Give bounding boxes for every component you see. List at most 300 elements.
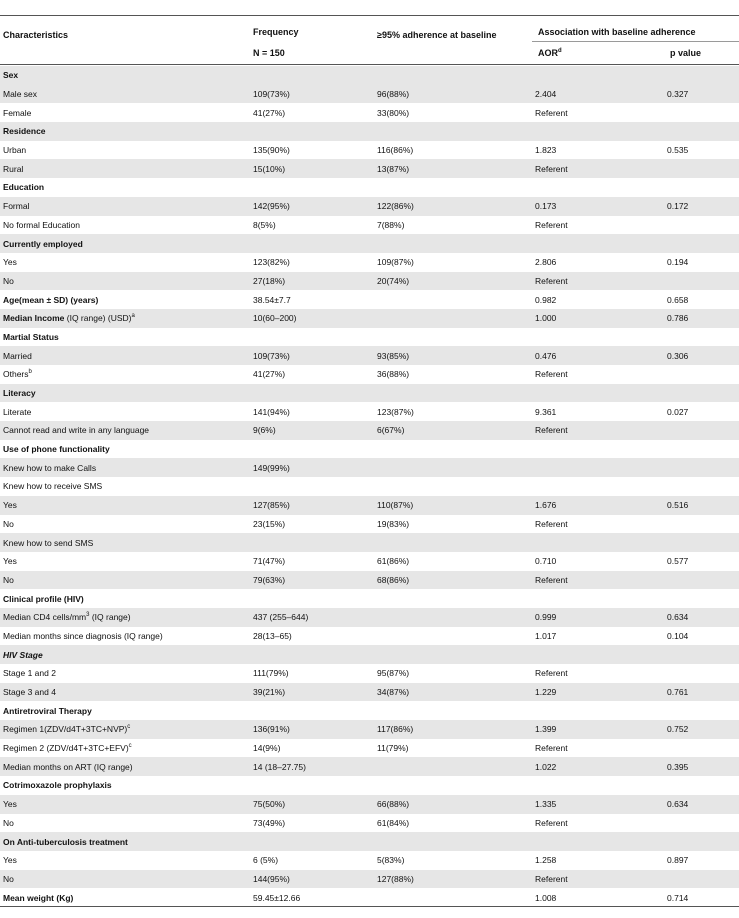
empty-cell (374, 645, 532, 664)
empty-cell (250, 776, 374, 795)
empty-cell (250, 832, 374, 851)
empty-cell (374, 178, 532, 197)
cell-frequency: 9(6%) (250, 421, 374, 440)
characteristic-label: Yes (3, 556, 17, 567)
section-row (0, 178, 739, 197)
cell-aor: 9.361 (535, 406, 557, 417)
cell-characteristic (0, 253, 250, 272)
table-row (0, 683, 739, 702)
cell-pvalue (664, 272, 739, 291)
table-row (0, 365, 739, 384)
section-row (0, 832, 739, 851)
cell-frequency: 41(27%) (253, 107, 286, 118)
empty-cell (664, 328, 739, 347)
table-row (0, 272, 739, 291)
cell-aor: Referent (532, 571, 664, 590)
section-row (0, 234, 739, 253)
cell-aor: Referent (535, 743, 568, 754)
header-association: Association with baseline adherence (538, 27, 696, 37)
characteristic-label: Sex (3, 70, 19, 81)
bottom-rule (0, 906, 739, 907)
empty-cell (250, 440, 374, 459)
cell-pvalue: 0.194 (667, 257, 689, 268)
cell-characteristic (0, 739, 250, 758)
table-row (0, 421, 739, 440)
cell-adherence: 7(88%) (377, 219, 405, 230)
cell-adherence: 6(67%) (374, 421, 532, 440)
footnote-marker: b (28, 369, 32, 376)
table-row (0, 159, 739, 178)
characteristic-suffix: (IQ range) (89, 612, 131, 623)
cell-frequency: 142(95%) (250, 197, 374, 216)
empty-cell (664, 440, 739, 459)
cell-characteristic (0, 290, 250, 309)
cell-adherence (374, 627, 532, 646)
table-row (0, 216, 739, 235)
cell-aor: 1.676 (532, 496, 664, 515)
section-row (0, 645, 739, 664)
characteristic-label: Female (3, 107, 32, 118)
header-adherence: ≥95% adherence at baseline (377, 30, 497, 40)
empty-cell (664, 384, 739, 403)
empty-cell (374, 440, 532, 459)
cell-pvalue (664, 571, 739, 590)
cell-aor (532, 533, 664, 552)
cell-aor: Referent (532, 421, 664, 440)
characteristic-label: Age(mean ± SD) (years) (3, 294, 99, 305)
empty-cell (664, 178, 739, 197)
cell-aor: Referent (535, 668, 568, 679)
cell-pvalue (664, 477, 739, 496)
cell-pvalue (664, 365, 739, 384)
characteristic-label: Knew how to make Calls (3, 462, 97, 473)
section-row (0, 440, 739, 459)
characteristic-label: Knew how to receive SMS (3, 481, 103, 492)
cell-adherence: 33(80%) (377, 107, 410, 118)
characteristic-label: Literate (3, 406, 32, 417)
cell-pvalue (664, 515, 739, 534)
cell-frequency: 109(73%) (250, 346, 374, 365)
characteristic-label: Knew how to send SMS (3, 537, 94, 548)
cell-characteristic (0, 141, 250, 160)
empty-cell (532, 832, 664, 851)
characteristic-label: Male sex (3, 89, 38, 100)
header-aor (538, 48, 562, 58)
cell-adherence: 5(83%) (377, 855, 405, 866)
cell-adherence: 123(87%) (377, 406, 414, 417)
cell-pvalue (664, 421, 739, 440)
cell-frequency: 23(15%) (253, 518, 286, 529)
table-row (0, 851, 739, 870)
table-row (0, 533, 739, 552)
cell-pvalue: 0.104 (667, 630, 689, 641)
cell-frequency (250, 533, 374, 552)
empty-cell (374, 832, 532, 851)
table-row (0, 515, 739, 534)
empty-cell (250, 701, 374, 720)
empty-cell (374, 122, 532, 141)
empty-cell (374, 328, 532, 347)
cell-aor: 0.710 (535, 556, 557, 567)
cell-pvalue: 0.306 (664, 346, 739, 365)
cell-frequency: 123(82%) (253, 257, 290, 268)
cell-frequency: 38.54±7.7 (253, 294, 291, 305)
table-row (0, 346, 739, 365)
empty-cell (532, 234, 664, 253)
section-row (0, 776, 739, 795)
table-row (0, 141, 739, 160)
cell-frequency: 14(9%) (253, 743, 281, 754)
cell-pvalue: 0.027 (667, 406, 689, 417)
characteristic-label: Literacy (3, 388, 36, 399)
characteristic-label: Stage 1 and 2 (3, 668, 56, 679)
cell-aor: Referent (535, 107, 568, 118)
cell-adherence: 68(86%) (374, 571, 532, 590)
cell-aor: 0.982 (535, 294, 557, 305)
characteristic-label: Median Income (3, 313, 65, 324)
footnote-marker: a (131, 313, 135, 320)
empty-cell (532, 776, 664, 795)
cell-frequency (250, 477, 374, 496)
cell-characteristic (0, 832, 250, 851)
cell-characteristic (0, 608, 250, 627)
footnote-marker: c (127, 724, 131, 731)
cell-adherence: 61(86%) (377, 556, 410, 567)
cell-aor: 1.399 (532, 720, 664, 739)
section-row (0, 384, 739, 403)
cell-adherence: 127(88%) (374, 870, 532, 889)
cell-characteristic (0, 384, 250, 403)
empty-cell (532, 66, 664, 85)
cell-aor: Referent (535, 518, 568, 529)
cell-adherence (374, 290, 532, 309)
cell-aor: Referent (532, 272, 664, 291)
data-table (0, 66, 739, 907)
empty-cell (374, 701, 532, 720)
cell-aor (532, 458, 664, 477)
cell-adherence: 116(86%) (377, 145, 414, 156)
cell-characteristic (0, 346, 250, 365)
cell-frequency: 10(60–200) (250, 309, 374, 328)
cell-aor: 1.258 (535, 855, 557, 866)
cell-characteristic (0, 757, 250, 776)
cell-pvalue: 0.172 (664, 197, 739, 216)
cell-aor: Referent (532, 870, 664, 889)
cell-characteristic (0, 477, 250, 496)
header-aor-sup: d (558, 48, 562, 54)
cell-frequency: 437 (255–644) (250, 608, 374, 627)
header-n: N = 150 (253, 48, 285, 58)
table-row (0, 496, 739, 515)
characteristic-label: No (3, 574, 14, 585)
cell-frequency: 144(95%) (250, 870, 374, 889)
cell-adherence: 13(87%) (374, 159, 532, 178)
empty-cell (664, 701, 739, 720)
header-frequency: Frequency (253, 27, 299, 37)
cell-pvalue: 0.395 (664, 757, 739, 776)
empty-cell (664, 776, 739, 795)
cell-characteristic (0, 402, 250, 421)
table-row (0, 85, 739, 104)
cell-pvalue: 0.535 (667, 145, 689, 156)
empty-cell (532, 384, 664, 403)
empty-cell (664, 832, 739, 851)
table-row (0, 739, 739, 758)
cell-frequency: 79(63%) (250, 571, 374, 590)
cell-characteristic (0, 458, 250, 477)
characteristic-label: Median months since diagnosis (IQ range) (3, 630, 163, 641)
cell-adherence: 110(87%) (374, 496, 532, 515)
cell-characteristic (0, 683, 250, 702)
cell-frequency: 111(79%) (253, 668, 289, 679)
empty-cell (532, 440, 664, 459)
characteristic-label: Median CD4 cells/mm (3, 612, 87, 623)
cell-pvalue (664, 458, 739, 477)
cell-characteristic (0, 234, 250, 253)
empty-cell (374, 589, 532, 608)
cell-pvalue (664, 533, 739, 552)
cell-adherence: 66(88%) (374, 795, 532, 814)
cell-aor: 1.335 (532, 795, 664, 814)
footnote-marker: c (128, 743, 132, 750)
cell-characteristic (0, 701, 250, 720)
table-row (0, 197, 739, 216)
cell-frequency: 6 (5%) (253, 855, 279, 866)
cell-frequency: 149(99%) (250, 458, 374, 477)
cell-aor: Referent (532, 159, 664, 178)
table-row (0, 552, 739, 571)
cell-aor (532, 477, 664, 496)
empty-cell (532, 122, 664, 141)
cell-characteristic (0, 328, 250, 347)
cell-adherence: 20(74%) (374, 272, 532, 291)
cell-frequency: 141(94%) (253, 406, 290, 417)
cell-characteristic (0, 309, 250, 328)
characteristic-label: Martial Status (3, 331, 59, 342)
characteristic-label: No (3, 873, 14, 884)
section-row (0, 122, 739, 141)
section-row (0, 66, 739, 85)
cell-characteristic (0, 440, 250, 459)
cell-adherence (374, 309, 532, 328)
characteristic-label: No (3, 817, 14, 828)
cell-adherence (374, 888, 532, 907)
cell-pvalue (664, 159, 739, 178)
empty-cell (374, 776, 532, 795)
cell-adherence: 122(86%) (374, 197, 532, 216)
cell-frequency: 8(5%) (253, 219, 276, 230)
characteristic-label: Yes (3, 855, 17, 866)
cell-adherence: 93(85%) (374, 346, 532, 365)
cell-characteristic (0, 421, 250, 440)
cell-pvalue: 0.577 (667, 556, 689, 567)
cell-adherence (374, 608, 532, 627)
table-row (0, 664, 739, 683)
characteristic-label: Yes (3, 257, 17, 268)
cell-characteristic (0, 216, 250, 235)
table-row (0, 571, 739, 590)
characteristic-label: Antiretroviral Therapy (3, 705, 92, 716)
characteristic-label: Formal (3, 201, 30, 212)
cell-pvalue: 0.714 (667, 892, 689, 903)
characteristic-label: Mean weight (Kg) (3, 892, 74, 903)
cell-characteristic (0, 533, 250, 552)
section-row (0, 589, 739, 608)
cell-characteristic (0, 870, 250, 889)
cell-aor: 0.999 (532, 608, 664, 627)
header-subrule (532, 41, 739, 42)
cell-frequency: 109(73%) (250, 85, 374, 104)
table-row (0, 103, 739, 122)
cell-frequency: 27(18%) (250, 272, 374, 291)
table-header (0, 18, 739, 65)
cell-aor: 1.017 (535, 630, 557, 641)
cell-characteristic (0, 159, 250, 178)
cell-aor: Referent (535, 219, 568, 230)
characteristic-label: Regimen 2 (ZDV/d4T+3TC+EFV) (3, 743, 129, 754)
cell-aor: 1.823 (535, 145, 557, 156)
empty-cell (250, 122, 374, 141)
characteristic-suffix: (IQ range) (USD) (64, 313, 132, 324)
cell-frequency: 75(50%) (250, 795, 374, 814)
cell-frequency: 28(13–65) (253, 630, 292, 641)
empty-cell (250, 645, 374, 664)
cell-adherence: 11(79%) (377, 743, 409, 754)
table-row (0, 814, 739, 833)
cell-characteristic (0, 515, 250, 534)
characteristic-label: Education (3, 182, 45, 193)
characteristic-label: Yes (3, 799, 17, 810)
characteristic-label: Stage 3 and 4 (3, 687, 56, 698)
table-row (0, 795, 739, 814)
characteristic-label: Clinical profile (HIV) (3, 593, 84, 604)
cell-aor: 1.022 (532, 757, 664, 776)
empty-cell (250, 178, 374, 197)
characteristic-label: Others (3, 369, 29, 380)
empty-cell (250, 66, 374, 85)
cell-frequency: 73(49%) (253, 817, 286, 828)
characteristic-label: No (3, 518, 14, 529)
characteristic-label: Cotrimoxazole prophylaxis (3, 780, 112, 791)
cell-aor: 0.476 (532, 346, 664, 365)
top-rule (0, 15, 739, 16)
cell-characteristic (0, 197, 250, 216)
cell-frequency: 15(10%) (250, 159, 374, 178)
characteristic-label: Currently employed (3, 238, 83, 249)
cell-pvalue (664, 814, 739, 833)
cell-aor: Referent (535, 817, 568, 828)
cell-characteristic (0, 496, 250, 515)
cell-adherence (374, 757, 532, 776)
empty-cell (250, 234, 374, 253)
table-row (0, 870, 739, 889)
cell-frequency: 71(47%) (253, 556, 286, 567)
empty-cell (532, 178, 664, 197)
cell-frequency: 127(85%) (250, 496, 374, 515)
cell-pvalue: 0.658 (667, 294, 689, 305)
empty-cell (532, 328, 664, 347)
table-row (0, 402, 739, 421)
table-row (0, 757, 739, 776)
unit-superscript: 3 (86, 612, 90, 619)
cell-characteristic (0, 85, 250, 104)
cell-adherence: 96(88%) (374, 85, 532, 104)
empty-cell (250, 589, 374, 608)
section-row (0, 328, 739, 347)
empty-cell (374, 66, 532, 85)
cell-frequency: 39(21%) (250, 683, 374, 702)
cell-characteristic (0, 552, 250, 571)
cell-aor: 1.000 (532, 309, 664, 328)
empty-cell (374, 234, 532, 253)
characteristic-label: No (3, 275, 14, 286)
characteristic-label: Urban (3, 145, 27, 156)
table-row (0, 477, 739, 496)
characteristic-label: Married (3, 350, 32, 361)
empty-cell (664, 589, 739, 608)
cell-pvalue: 0.516 (664, 496, 739, 515)
cell-characteristic (0, 272, 250, 291)
cell-aor: 1.008 (535, 892, 557, 903)
section-row (0, 701, 739, 720)
cell-pvalue: 0.634 (664, 608, 739, 627)
cell-adherence: 34(87%) (374, 683, 532, 702)
cell-pvalue: 0.786 (664, 309, 739, 328)
cell-adherence: 19(83%) (377, 518, 410, 529)
characteristic-label: Median months on ART (IQ range) (3, 761, 133, 772)
cell-adherence: 95(87%) (377, 668, 410, 679)
cell-aor: 0.173 (532, 197, 664, 216)
cell-frequency: 59.45±12.66 (253, 892, 301, 903)
empty-cell (250, 328, 374, 347)
characteristic-label: No formal Education (3, 219, 81, 230)
table-row (0, 309, 739, 328)
cell-pvalue: 0.327 (664, 85, 739, 104)
table-row (0, 253, 739, 272)
cell-characteristic (0, 851, 250, 870)
empty-cell (532, 701, 664, 720)
cell-frequency: 14 (18–27.75) (250, 757, 374, 776)
cell-pvalue (664, 739, 739, 758)
characteristic-label: On Anti-tuberculosis treatment (3, 836, 128, 847)
table-row (0, 720, 739, 739)
table-row (0, 458, 739, 477)
cell-adherence: 61(84%) (377, 817, 410, 828)
cell-frequency: 135(90%) (253, 145, 290, 156)
characteristic-label: Use of phone functionality (3, 444, 110, 455)
table-body (0, 66, 739, 907)
cell-characteristic (0, 720, 250, 739)
cell-aor: 2.404 (532, 85, 664, 104)
cell-aor: 1.229 (532, 683, 664, 702)
cell-characteristic (0, 571, 250, 590)
table-row (0, 627, 739, 646)
cell-adherence (374, 477, 532, 496)
cell-pvalue (664, 216, 739, 235)
cell-pvalue (664, 664, 739, 683)
header-characteristics: Characteristics (3, 30, 69, 40)
cell-frequency: 136(91%) (250, 720, 374, 739)
header-aor-text: AOR (538, 48, 558, 58)
cell-adherence: 109(87%) (377, 257, 414, 268)
cell-characteristic (0, 365, 250, 384)
cell-pvalue: 0.761 (664, 683, 739, 702)
cell-characteristic (0, 795, 250, 814)
characteristic-label: Regimen 1(ZDV/d4T+3TC+NVP) (3, 724, 128, 735)
cell-characteristic (0, 627, 250, 646)
cell-characteristic (0, 589, 250, 608)
table-row (0, 290, 739, 309)
